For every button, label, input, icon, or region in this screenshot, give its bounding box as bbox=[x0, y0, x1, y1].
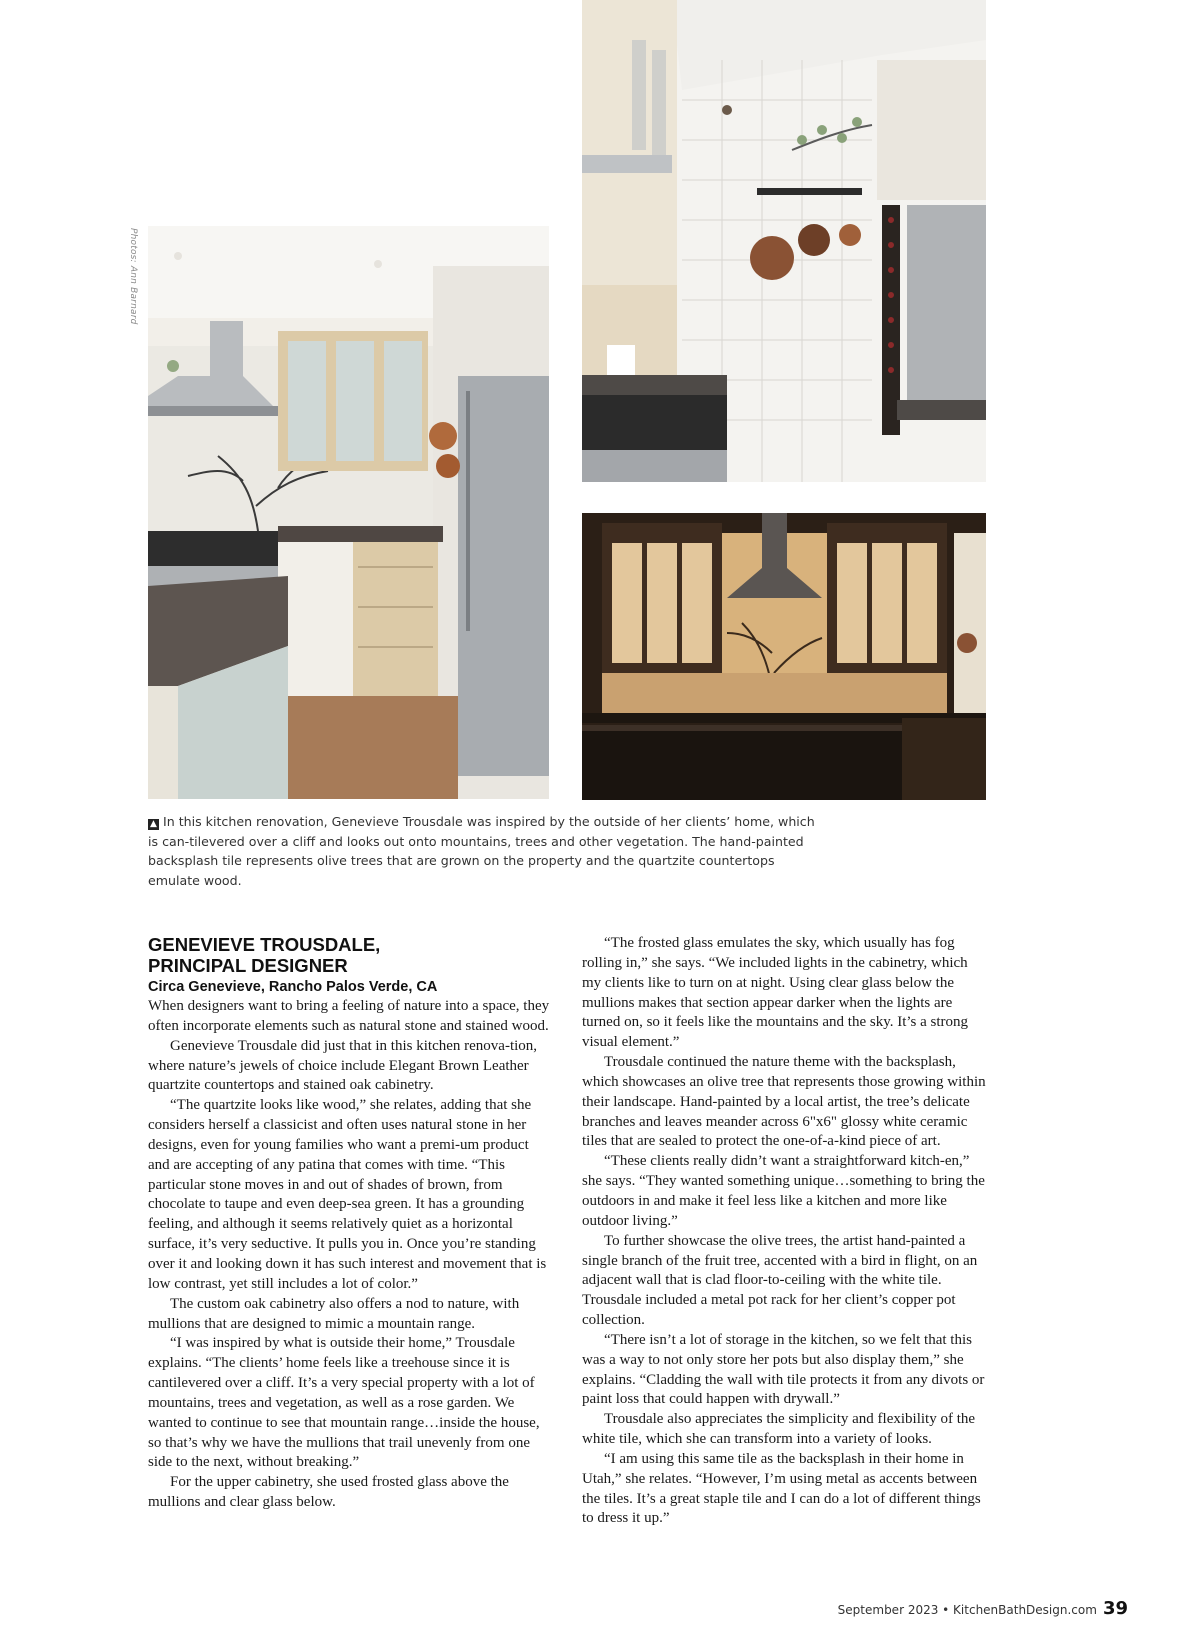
heading-line-2: PRINCIPAL DESIGNER bbox=[148, 955, 348, 976]
caption-text: In this kitchen renovation, Genevieve Trousdale was inspired by the outside of her clients’ home, which is can-tilevered over a cliff and looks out onto mountains, trees and other vegetation. The hand-painted backsplash tile represents olive trees that are grown on the property and the quartzite countertops emulate wood. bbox=[148, 814, 815, 888]
kitchen-photo-main bbox=[148, 226, 549, 799]
paragraph: “The frosted glass emulates the sky, which usually has fog rolling in,” she says. “We included lights in the cabinetry, which my clients like to turn on at night. Using clear glass below the mullions makes that section appear darker when the lights are turned on, so it feels like the mountains and the sky. It’s a strong visual element.” bbox=[582, 935, 969, 1051]
paragraph: Trousdale also appreciates the simplicity and flexibility of the white tile, which she can transform into a variety of looks. bbox=[582, 1411, 976, 1448]
paragraph: Genevieve Trousdale did just that in this kitchen renova-tion, where nature’s jewels of choice include Elegant Brown Leather quartzite countertops and stained oak cabinetry. bbox=[148, 1037, 538, 1094]
paragraph: To further showcase the olive trees, the artist hand-painted a single branch of the fruit tree, accented with a bird in flight, on an adjacent wall that is clad floor-to-ceiling with the white tile. Trousdale included a metal pot rack for her client’s copper pot collection. bbox=[582, 1232, 978, 1329]
paragraph: “I am using this same tile as the backsplash in their home in Utah,” she relates. “However, I’m using metal as accents between the tiles. It’s a great staple tile and I can do a lot of different things to dress it up.” bbox=[582, 1450, 981, 1527]
paragraph: When designers want to bring a feeling of nature into a space, they often incorporate elements such as natural stone and stained wood. bbox=[148, 998, 550, 1034]
paragraph: For the upper cabinetry, she used frosted glass above the mullions and clear glass below. bbox=[148, 1474, 509, 1511]
footer-date-site: September 2023 • KitchenBathDesign.com bbox=[837, 1603, 1097, 1617]
arrow-up-icon: ▲ bbox=[148, 819, 159, 830]
kitchen-photo-night bbox=[582, 513, 986, 800]
photo-credit: Photos: Ann Barnard bbox=[128, 228, 138, 325]
article-column-left bbox=[148, 934, 552, 1513]
article-heading bbox=[148, 934, 552, 976]
kitchen-photo-tile-wall bbox=[582, 0, 986, 482]
paragraph: “These clients really didn’t want a straightforward kitch-en,” she says. “They wanted something unique…something to bring the outdoors in and make it feel less like a kitchen and more like outdoor living.” bbox=[582, 1153, 985, 1229]
paragraph: The custom oak cabinetry also offers a nod to nature, with mullions that are designed to mimic a mountain range. bbox=[148, 1295, 520, 1332]
paragraph: “There isn’t a lot of storage in the kitchen, so we felt that this was a way to not only store her pots but also display them,” she explains. “Cladding the wall with tile protects it from any divots or paint loss that could happen with drywall.” bbox=[582, 1331, 985, 1408]
page-footer bbox=[838, 1598, 1128, 1619]
paragraph: “I was inspired by what is outside their home,” Trousdale explains. “The clients’ home feels like a treehouse since it is cantilevered over a cliff. It’s a very special property with a lot of mountains, trees and vegetation, as well as a rose garden. We wanted to continue to see that mountain range…inside the house, so that’s why we have the mullions that trail unevenly from one side to the next, without breaking.” bbox=[148, 1335, 540, 1471]
paragraph: “The quartzite looks like wood,” she relates, adding that she considers herself a classicist and often uses natural stone in her designs, even for young families who want a premi-um product and are accepting of any patina that comes with time. “This particular stone moves in and out of shades of brown, from chocolate to taupe and even deep-sea green. It has a grounding feeling, and although it seems relatively quiet as a horizontal surface, it’s very seductive. It pulls you in. Once you’re standing over it and looking down it has such interest and movement that is low contrast, yet still includes a lot of color.” bbox=[148, 1097, 547, 1292]
article-column-right bbox=[582, 934, 986, 1529]
page-number: 39 bbox=[1102, 1598, 1128, 1619]
heading-line-1: GENEVIEVE TROUSDALE, bbox=[148, 934, 381, 955]
article-subheading: Circa Genevieve, Rancho Palos Verde, CA bbox=[148, 979, 438, 995]
photo-caption bbox=[148, 812, 828, 890]
paragraph: Trousdale continued the nature theme with the backsplash, which showcases an olive tree that represents those growing within their landscape. Hand-painted by a local artist, the tree’s delicate branches and leaves meander across 6"x6" glossy white ceramic tiles that are sealed to protect the one-of-a-kind piece of art. bbox=[582, 1054, 986, 1150]
